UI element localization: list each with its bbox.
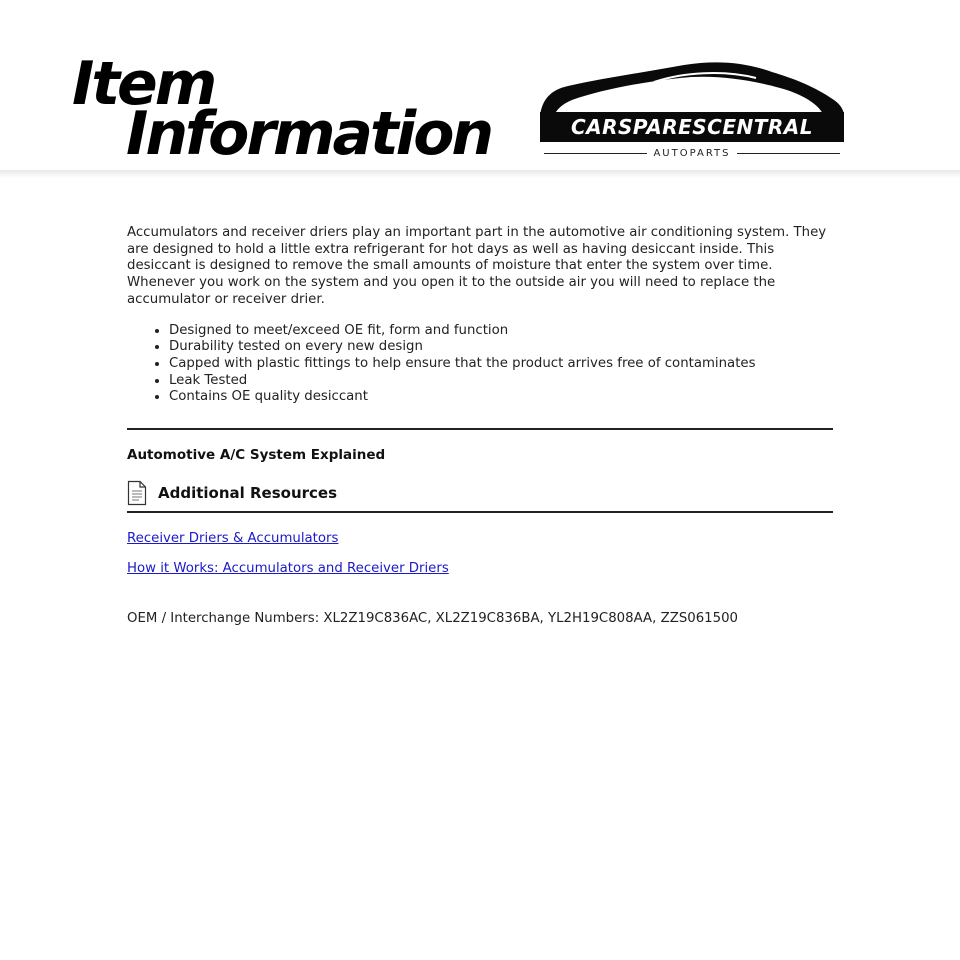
page-title-line-1: Item [72,49,215,119]
header-divider [0,170,960,178]
link-how-it-works[interactable]: How it Works: Accumulators and Receiver Driers [127,561,449,577]
page-header [0,0,960,176]
logo-tagline: AUTOPARTS [653,147,731,159]
feature-list [127,323,833,407]
feature-item: • Capped with plastic fittings to help ensure that the product arrives free of contaminates [169,356,833,373]
resources-divider [127,511,833,513]
brand-logo [534,60,850,164]
section-title: Automotive A/C System Explained [127,447,386,464]
feature-item: • Contains OE quality desiccant [169,389,833,406]
tagline-rule-right [737,153,840,154]
feature-item: • Leak Tested [169,373,833,390]
document-icon [127,480,147,506]
logo-brand-bar [540,112,844,142]
item-description [127,225,833,626]
feature-item: • Durability tested on every new design [169,339,833,356]
logo-tagline-row [544,146,840,160]
resource-links [127,531,833,577]
section-divider [127,428,833,430]
feature-item: • Designed to meet/exceed OE fit, form and function [169,323,833,340]
link-receiver-driers[interactable]: Receiver Driers & Accumulators [127,531,339,547]
page-title-line-2: Information [126,99,492,169]
resources-title: Additional Resources [158,484,338,503]
car-silhouette-icon [534,60,850,120]
tagline-rule-left [544,153,647,154]
oem-interchange-numbers: OEM / Interchange Numbers: XL2Z19C836AC, XL2Z19C836BA, YL2H19C808AA, ZZS061500 [127,611,739,627]
logo-brand-name: CARSPARESCENTRAL [570,115,814,139]
resources-heading [127,479,833,507]
intro-paragraph: Accumulators and receiver driers play an important part in the automotive air conditioning system. They are designed to hold a little extra refrigerant for hot days as well as having desiccant inside. This desiccant is designed to remove the small amounts of moisture that enter the system over time. Whenever you work on the system and you open it to the outside air you will need to replace the accumulator or receiver drier. [127,225,827,307]
